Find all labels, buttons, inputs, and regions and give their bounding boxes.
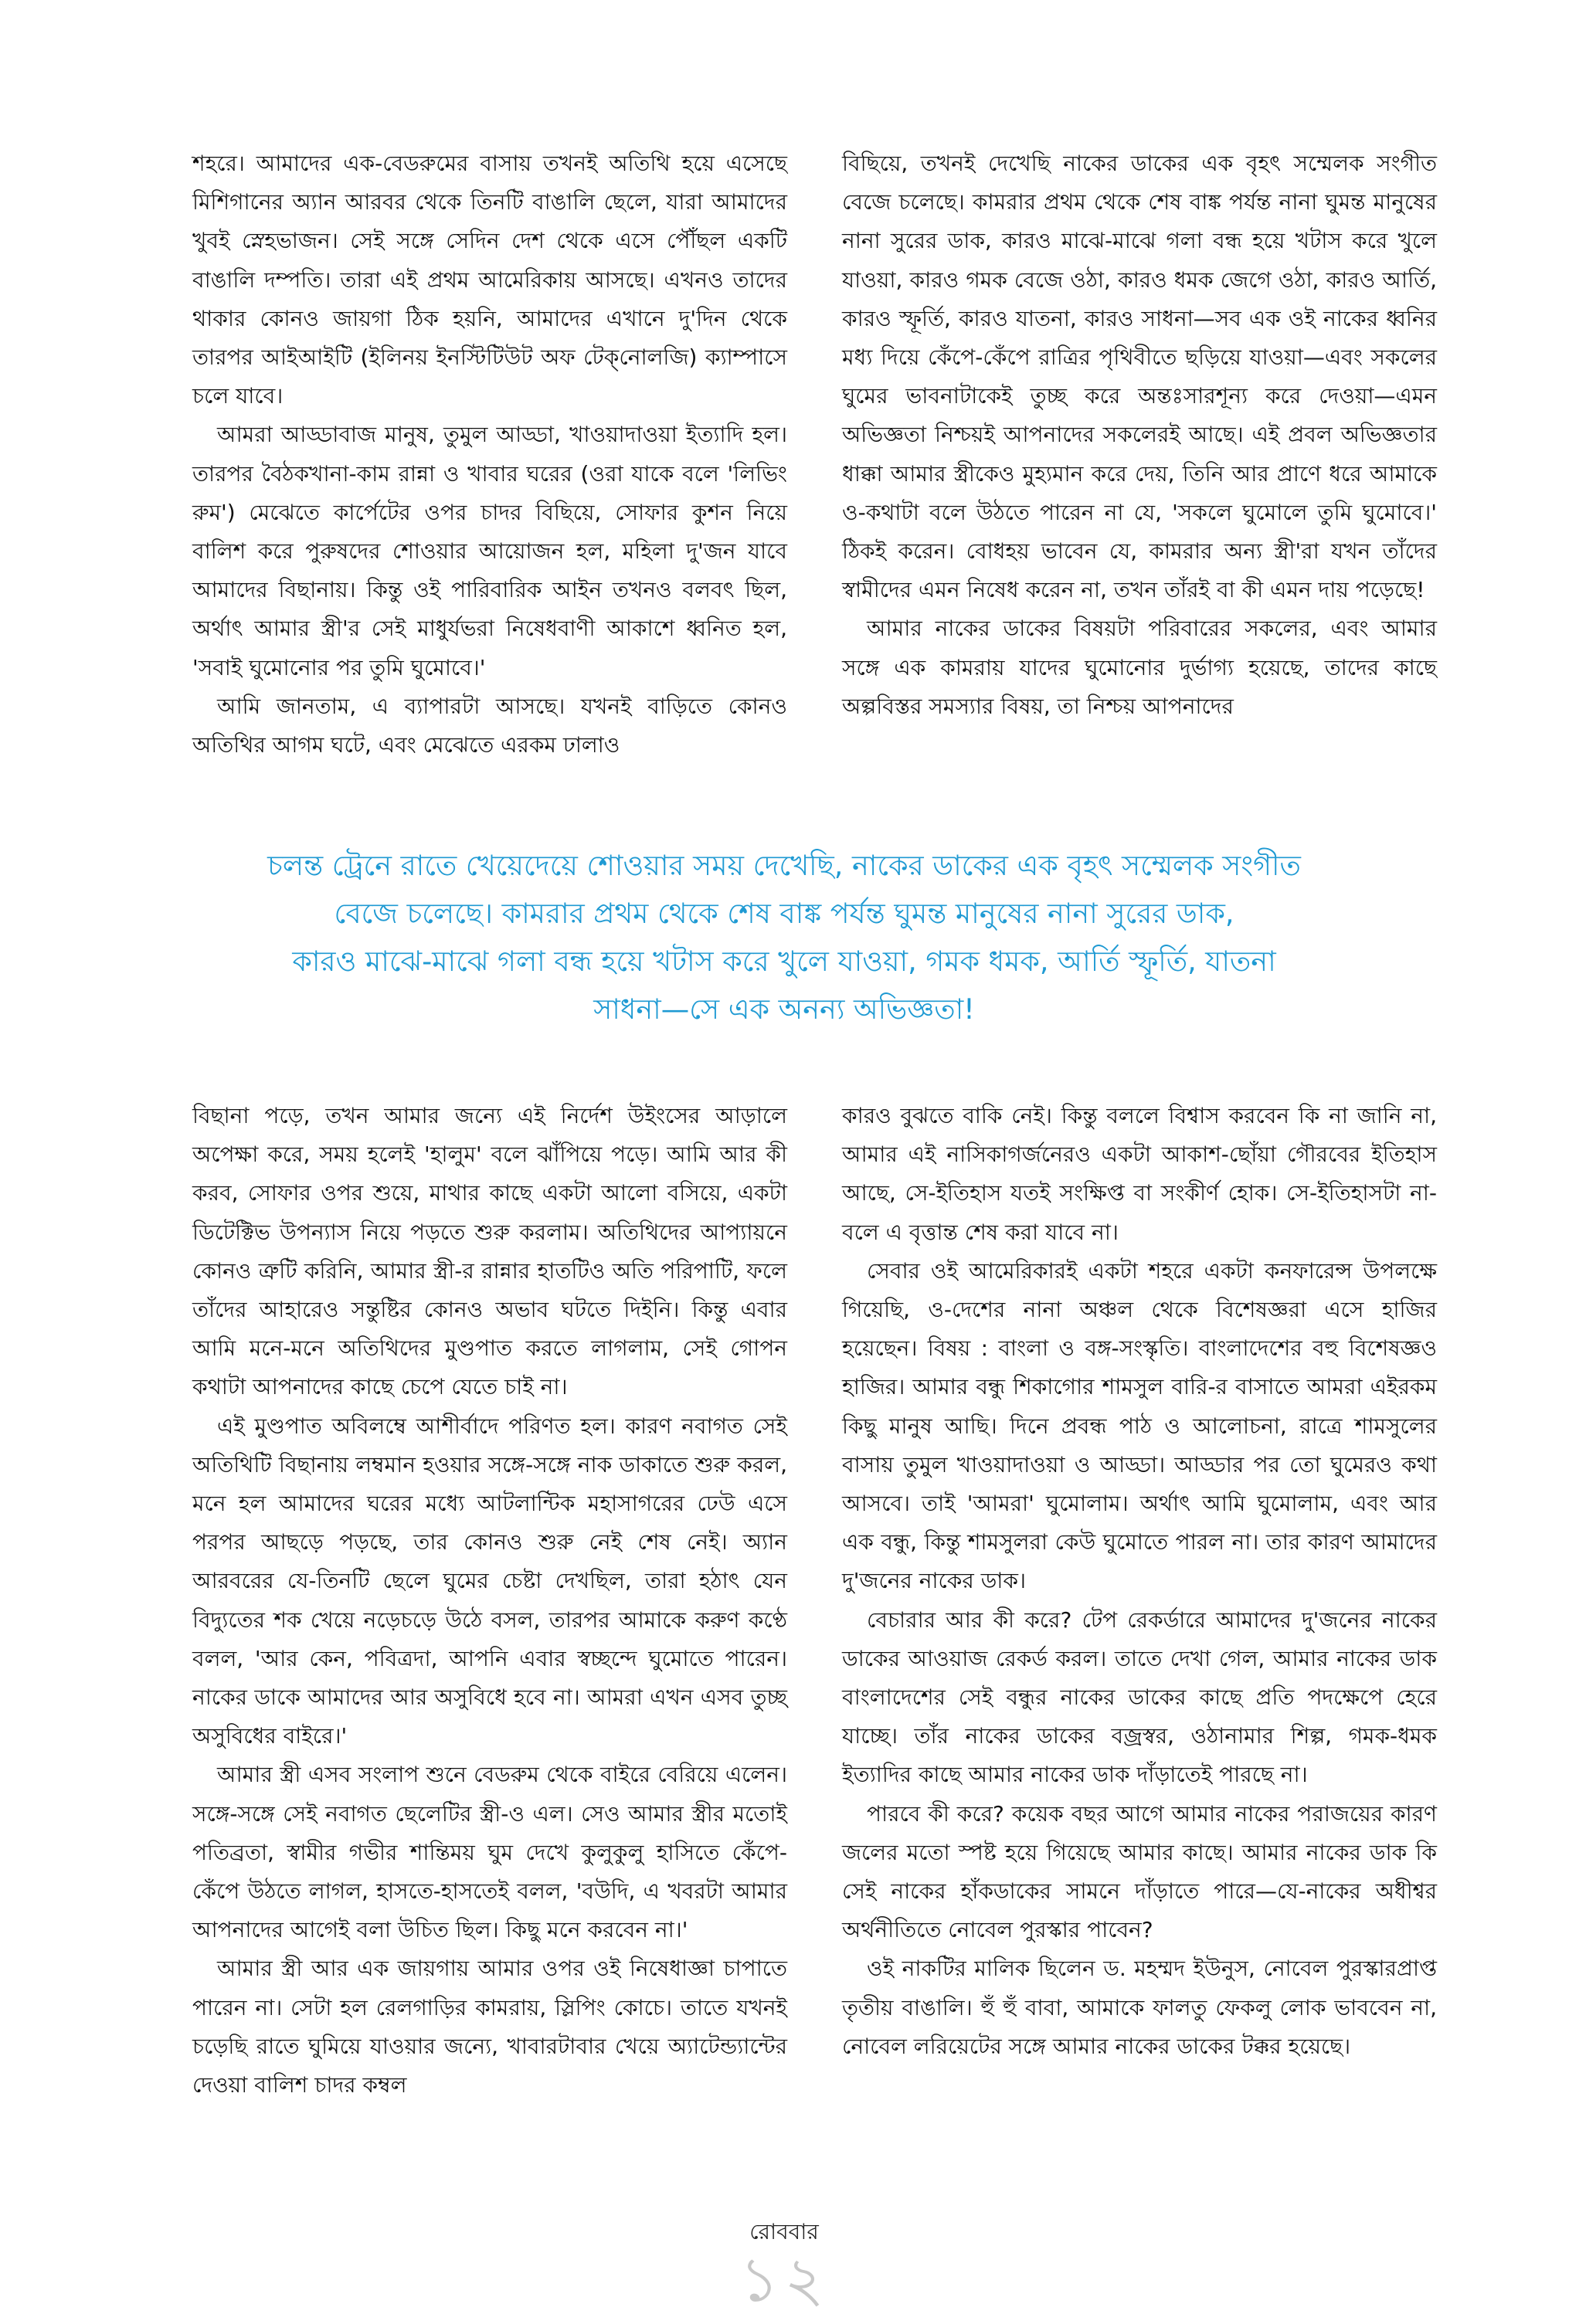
paragraph: আমরা আড্ডাবাজ মানুষ, তুমুল আড্ডা, খাওয়াদাওয়া ইত্যাদি হল। তারপর বৈঠকখানা-কাম রান্না ও খাবার ঘরের (ওরা যাকে বলে 'লিভিং রুম') মেঝেতে কার্পেটের ওপর চাদর বিছিয়ে, সোফার কুশন নিয়ে বালিশ করে পুরুষদের শোওয়ার আয়োজন হল, মহিলা দু'জন যাবে আমাদের বিছানায়। কিন্তু ওই পারিবারিক আইন তখনও বলবৎ ছিল, অর্থাৎ আমার স্ত্রী'র সেই মাধুর্যভরা নিষেধবাণী আকাশে ধ্বনিত হল, 'সবাই ঘুমোনোর পর তুমি ঘুমোবে।' [192, 422, 787, 680]
article-column-1 [192, 144, 787, 765]
paragraph: পারবে কী করে? কয়েক বছর আগে আমার নাকের পরাজয়ের কারণ জলের মতো স্পষ্ট হয়ে গিয়েছে আমার কাছে। আমার নাকের ডাক কি সেই নাকের হাঁকডাকের সামনে দাঁড়াতে পারে—যে-নাকের অধীশ্বর অর্থনীতিতে নোবেল পুরস্কার পাবেন? [842, 1800, 1437, 1943]
pull-quote [116, 842, 1452, 1033]
page-number: ১২ [739, 2244, 829, 2316]
paragraph: বিছিয়ে, তখনই দেখেছি নাকের ডাকের এক বৃহৎ সম্মেলক সংগীত বেজে চলেছে। কামরার প্রথম থেকে শেষ বাঙ্ক পর্যন্ত নানা ঘুমন্ত মানুষের নানা সুরের ডাক, কারও মাঝে-মাঝে গলা বন্ধ হয়ে খটাস করে খুলে যাওয়া, কারও গমক বেজে ওঠা, কারও ধমক জেগে ওঠা, কারও আর্তি, কারও স্ফূর্তি, কারও যাতনা, কারও সাধনা—সব এক ওই নাকের ধ্বনির মধ্য দিয়ে কেঁপে-কেঁপে রাত্রির পৃথিবীতে ছড়িয়ে যাওয়া—এবং সকলের ঘুমের ভাবনাটাকেই তুচ্ছ করে অন্তঃসারশূন্য করে দেওয়া—এমন অভিজ্ঞতা নিশ্চয়ই আপনাদের সকলেরই আছে। এই প্রবল অভিজ্ঞতার ধাক্কা আমার স্ত্রীকেও মুহ্যমান করে দেয়, তিনি আর প্রাণে ধরে আমাকে ও-কথাটা বলে উঠতে পারেন না যে, 'সকলে ঘুমোলে তুমি ঘুমোবে।' ঠিকই করেন। বোধহয় ভাবেন যে, কামরার অন্য স্ত্রী'রা যখন তাঁদের স্বামীদের এমন নিষেধ করেন না, তখন তাঁরই বা কী এমন দায় পড়েছে! [842, 151, 1437, 603]
pull-quote-line: সাধনা—সে এক অনন্য অভিজ্ঞতা! [593, 992, 975, 1026]
paragraph: ওই নাকটির মালিক ছিলেন ড. মহম্মদ ইউনুস, নোবেল পুরস্কারপ্রাপ্ত তৃতীয় বাঙালি। হুঁ হুঁ বাবা, আমাকে ফালতু ফেকলু লোক ভাববেন না, নোবেল লরিয়েটের সঙ্গে আমার নাকের ডাকের টক্কর হয়েছে। [842, 1956, 1437, 2059]
pull-quote-line: কারও মাঝে-মাঝে গলা বন্ধ হয়ে খটাস করে খুলে যাওয়া, গমক ধমক, আর্তি স্ফূর্তি, যাতনা [292, 945, 1276, 978]
page-footer [695, 2217, 873, 2316]
pull-quote-line: চলন্ত ট্রেনে রাতে খেয়েদেয়ে শোওয়ার সময় দেখেছি, নাকের ডাকের এক বৃহৎ সম্মেলক সংগীত [267, 849, 1301, 882]
magazine-name: রোববার [749, 2219, 819, 2244]
article-column-2 [842, 144, 1437, 726]
paragraph: কারও বুঝতে বাকি নেই। কিন্তু বললে বিশ্বাস করবেন কি না জানি না, আমার এই নাসিকাগর্জনেরও একটা আকাশ-ছোঁয়া গৌরবের ইতিহাস আছে, সে-ইতিহাস যতই সংক্ষিপ্ত বা সংকীর্ণ হোক। সে-ইতিহাসটা না-বলে এ বৃত্তান্ত শেষ করা যাবে না। [842, 1103, 1437, 1245]
paragraph: শহরে। আমাদের এক-বেডরুমের বাসায় তখনই অতিথি হয়ে এসেছে মিশিগানের অ্যান আরবর থেকে তিনটি বাঙালি ছেলে, যারা আমাদের খুবই স্নেহভাজন। সেই সঙ্গে সেদিন দেশ থেকে এসে পৌঁছল একটি বাঙালি দম্পতি। তারা এই প্রথম আমেরিকায় আসছে। এখনও তাদের থাকার কোনও জায়গা ঠিক হয়নি, আমাদের এখানে দু'দিন থেকে তারপর আইআইটি (ইলিনয় ইনস্টিটিউট অফ টেক্‌নোলজি) ক্যাম্পাসে চলে যাবে। [192, 151, 787, 409]
paragraph: এই মুণ্ডপাত অবিলম্বে আশীর্বাদে পরিণত হল। কারণ নবাগত সেই অতিথিটি বিছানায় লম্বমান হওয়ার সঙ্গে-সঙ্গে নাক ডাকাতে শুরু করল, মনে হল আমাদের ঘরের মধ্যে আটলান্টিক মহাসাগরের ঢেউ এসে পরপর আছড়ে পড়ছে, তার কোনও শুরু নেই শেষ নেই। অ্যান আরবরের যে-তিনটি ছেলে ঘুমের চেষ্টা দেখছিল, তারা হঠাৎ যেন বিদ্যুতের শক খেয়ে নড়েচড়ে উঠে বসল, তারপর আমাকে করুণ কণ্ঠে বলল, 'আর কেন, পবিত্রদা, আপনি এবার স্বচ্ছন্দে ঘুমোতে পারেন। নাকের ডাকে আমাদের আর অসুবিধে হবে না। আমরা এখন এসব তুচ্ছ অসুবিধের বাইরে।' [192, 1413, 787, 1749]
paragraph: আমার নাকের ডাকের বিষয়টা পরিবারের সকলের, এবং আমার সঙ্গে এক কামরায় যাদের ঘুমোনোর দুর্ভাগ্য হয়েছে, তাদের কাছে অল্পবিস্তর সমস্যার বিষয়, তা নিশ্চয় আপনাদের [842, 616, 1437, 719]
paragraph: আমার স্ত্রী এসব সংলাপ শুনে বেডরুম থেকে বাইরে বেরিয়ে এলেন। সঙ্গে-সঙ্গে সেই নবাগত ছেলেটির স্ত্রী-ও এল। সেও আমার স্ত্রীর মতোই পতিব্রতা, স্বামীর গভীর শান্তিময় ঘুম দেখে কুলুকুলু হাসিতে কেঁপে-কেঁপে উঠতে লাগল, হাসতে-হাসতেই বলল, 'বউদি, এ খবরটা আমার আপনাদের আগেই বলা উচিত ছিল। কিছু মনে করবেন না।' [192, 1762, 787, 1943]
paragraph: সেবার ওই আমেরিকারই একটা শহরে একটা কনফারেন্স উপলক্ষে গিয়েছি, ও-দেশের নানা অঞ্চল থেকে বিশেষজ্ঞরা এসে হাজির হয়েছেন। বিষয় : বাংলা ও বঙ্গ-সংস্কৃতি। বাংলাদেশের বহু বিশেষজ্ঞও হাজির। আমার বন্ধু শিকাগোর শামসুল বারি-র বাসাতে আমরা এইরকম কিছু মানুষ আছি। দিনে প্রবন্ধ পাঠ ও আলোচনা, রাত্রে শামসুলের বাসায় তুমুল খাওয়াদাওয়া ও আড্ডা। আড্ডার পর তো ঘুমেরও কথা আসবে। তাই 'আমরা' ঘুমোলাম। অর্থাৎ আমি ঘুমোলাম, এবং আর এক বন্ধু, কিন্তু শামসুলরা কেউ ঘুমোতে পারল না। তার কারণ আমাদের দু'জনের নাকের ডাক। [842, 1257, 1437, 1594]
article-column-3 [192, 1097, 787, 2105]
pull-quote-line: বেজে চলেছে। কামরার প্রথম থেকে শেষ বাঙ্ক পর্যন্ত ঘুমন্ত মানুষের নানা সুরের ডাক, [334, 897, 1234, 930]
paragraph: বেচারার আর কী করে? টেপ রেকর্ডারে আমাদের দু'জনের নাকের ডাকের আওয়াজ রেকর্ড করল। তাতে দেখা গেল, আমার নাকের ডাক বাংলাদেশের সেই বন্ধুর নাকের ডাকের কাছে প্রতি পদক্ষেপে হেরে যাচ্ছে। তাঁর নাকের ডাকের বজ্রস্বর, ওঠানামার শিল্প, গমক-ধমক ইত্যাদির কাছে আমার নাকের ডাক দাঁড়াতেই পারছে না। [842, 1606, 1437, 1788]
paragraph: আমি জানতাম, এ ব্যাপারটা আসছে। যখনই বাড়িতে কোনও অতিথির আগম ঘটে, এবং মেঝেতে এরকম ঢালাও [192, 693, 787, 758]
paragraph: বিছানা পড়ে, তখন আমার জন্যে এই নির্দেশ উইংসের আড়ালে অপেক্ষা করে, সময় হলেই 'হালুম' বলে ঝাঁপিয়ে পড়ে। আমি আর কী করব, সোফার ওপর শুয়ে, মাথার কাছে একটা আলো বসিয়ে, একটা ডিটেক্টিভ উপন্যাস নিয়ে পড়তে শুরু করলাম। অতিথিদের আপ্যায়নে কোনও ত্রুটি করিনি, আমার স্ত্রী-র রান্নার হাতটিও অতি পরিপাটি, ফলে তাঁদের আহারেও সন্তুষ্টির কোনও অভাব ঘটতে দিইনি। কিন্তু এবার আমি মনে-মনে অতিথিদের মুণ্ডপাত করতে লাগলাম, সেই গোপন কথাটা আপনাদের কাছে চেপে যেতে চাই না। [192, 1103, 787, 1400]
article-column-4 [842, 1097, 1437, 2066]
paragraph: আমার স্ত্রী আর এক জায়গায় আমার ওপর ওই নিষেধাজ্ঞা চাপাতে পারেন না। সেটা হল রেলগাড়ির কামরায়, স্লিপিং কোচে। তাতে যখনই চড়েছি রাতে ঘুমিয়ে যাওয়ার জন্যে, খাবারটাবার খেয়ে অ্যাটেন্ড্যান্টের দেওয়া বালিশ চাদর কম্বল [192, 1956, 787, 2098]
